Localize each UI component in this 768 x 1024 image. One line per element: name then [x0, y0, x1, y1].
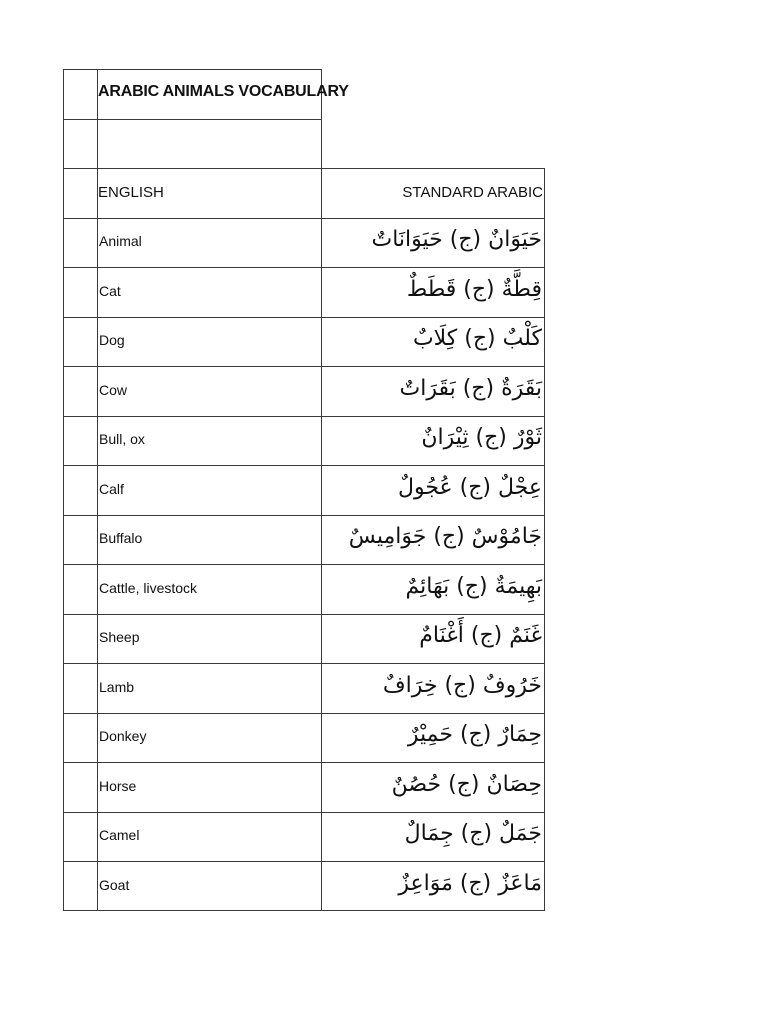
grid-line: [321, 69, 322, 911]
row-arabic: بَهِيمَةٌ (ج) بَهَائِمٌ: [405, 574, 542, 599]
row-english: Buffalo: [99, 530, 143, 546]
row-english: Donkey: [99, 728, 147, 744]
row-arabic: مَاعَزٌ (ج) مَوَاعِزٌ: [398, 871, 542, 896]
row-arabic: حِصَانٌ (ج) حُصُنٌ: [391, 772, 542, 797]
header-standard-arabic: STANDARD ARABIC: [402, 184, 543, 201]
grid-line: [63, 515, 545, 516]
row-english: Camel: [99, 827, 140, 843]
grid-line-right: [544, 168, 545, 911]
grid-line: [63, 119, 321, 120]
row-english: Calf: [99, 481, 124, 497]
sheet-title: ARABIC ANIMALS VOCABULARY: [98, 83, 349, 100]
row-arabic: غَنَمٌ (ج) أَغْنَامٌ: [419, 623, 542, 648]
row-english: Cow: [99, 382, 128, 398]
grid-line: [63, 317, 545, 318]
row-english: Horse: [99, 778, 137, 794]
grid-line: [63, 465, 545, 466]
grid-line: [63, 614, 545, 615]
row-arabic: ثَوْرٌ (ج) ثِيْرَانٌ: [421, 425, 542, 450]
row-english: Cattle, livestock: [99, 580, 198, 596]
grid-line: [63, 812, 545, 813]
row-english: Sheep: [99, 629, 140, 645]
row-english: Lamb: [99, 679, 135, 695]
row-arabic: خَرُوفٌ (ج) خِرَافٌ: [382, 673, 542, 698]
row-english: Animal: [99, 233, 142, 249]
grid-line: [63, 713, 545, 714]
row-english: Bull, ox: [99, 431, 145, 447]
grid-line: [63, 267, 545, 268]
row-arabic: كَلْبٌ (ج) كِلَابٌ: [412, 326, 542, 351]
grid-line: [63, 218, 545, 219]
row-arabic: قِطَّةٌ (ج) قَطَطٌ: [406, 277, 542, 302]
row-arabic: عِجْلٌ (ج) عُجُولٌ: [397, 475, 542, 500]
grid-line-top: [63, 69, 321, 70]
header-english: ENGLISH: [98, 184, 164, 201]
grid-line: [63, 168, 545, 169]
row-english: Dog: [99, 332, 125, 348]
grid-line: [63, 366, 545, 367]
grid-line: [63, 416, 545, 417]
grid-line-bottom: [63, 910, 545, 911]
grid-line-left: [63, 69, 64, 911]
row-arabic: حَيَوَانٌ (ج) حَيَوَانَاتٌ: [371, 227, 542, 252]
row-arabic: جَامُوْسٌ (ج) جَوَامِيسٌ: [348, 524, 542, 549]
row-english: Goat: [99, 877, 130, 893]
row-arabic: جَمَلٌ (ج) جِمَالٌ: [404, 821, 542, 846]
grid-line: [63, 564, 545, 565]
vocabulary-table: [63, 69, 545, 911]
row-arabic: بَقَرَةٌ (ج) بَقَرَاتٌ: [399, 376, 542, 401]
grid-line: [63, 762, 545, 763]
grid-line: [63, 861, 545, 862]
row-arabic: حِمَارٌ (ج) حَمِيْرٌ: [407, 722, 542, 747]
grid-line: [63, 663, 545, 664]
row-english: Cat: [99, 283, 121, 299]
